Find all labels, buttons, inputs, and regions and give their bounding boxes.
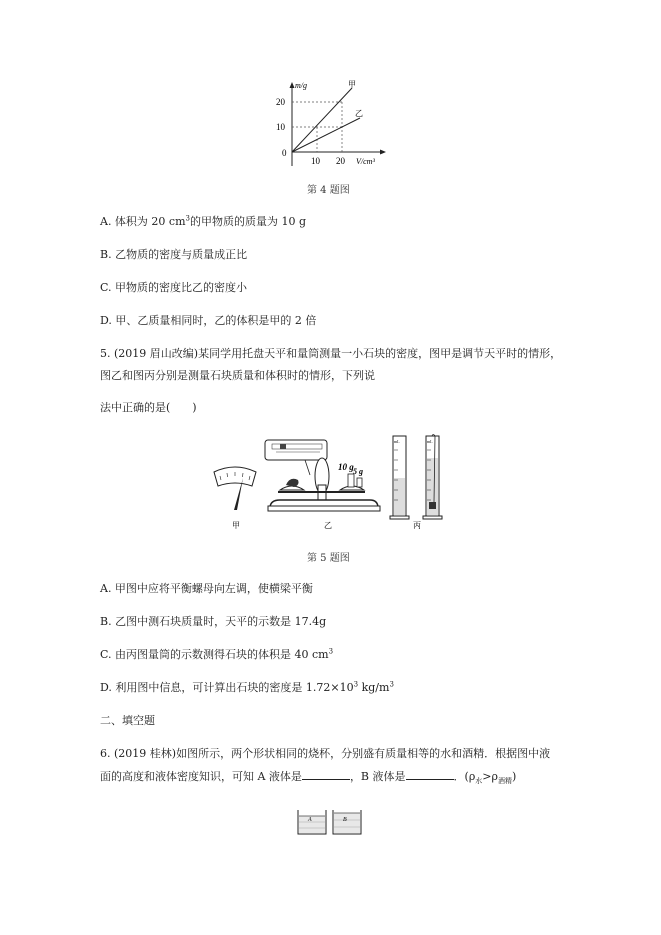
x-tick-20: 20 [336,156,345,166]
q4-option-a: A. 体积为 20 $cm^3$的甲物质的质量为 10 g [100,214,307,228]
q6-line1: 6. (2019 桂林)如图所示，两个形状相同的烧杯，分别盛有质量相等的水和酒精．根据图中液 [100,747,551,760]
beaker-a [298,810,326,834]
q5-option-a: A. 甲图中应将平衡螺母向左调，使横梁平衡 [100,582,313,595]
line-yi [292,118,360,152]
q4-option-b: B. 乙物质的密度与质量成正比 [100,248,248,261]
q5-option-c: C. 由丙图量筒的示数测得石块的体积是 40 $cm^3$ [100,647,334,661]
q6-line2: 面的高度和液体密度知识，可知 A 液体是 ，B 液体是 ．$(\rho_水>\rho_{酒精})$ [100,770,517,786]
x-tick-10: 10 [311,156,320,166]
stone [286,479,299,487]
beaker-a-label: A [308,817,312,823]
beaker-b [333,810,361,834]
figure-4-caption: 第 4 题图 [307,185,350,196]
figure-4-graph [262,78,397,170]
q5-stem-line3: 法中正确的是( ) [100,401,197,414]
scale-callout [265,440,327,460]
x-axis-arrow [380,150,386,155]
cylinders-bing [390,435,442,520]
blank-a[interactable] [302,768,350,780]
q5-option-d: D. 利用图中信息，可计算出石块的密度是 $1.72\times 10^3$ $kg/m^3$ [100,680,394,694]
weight-label-5g: 5 g [353,467,363,476]
x-axis-label: V/cm³ [356,157,375,166]
y-axis-label: m/g [295,81,307,90]
q4-option-c: C. 甲物质的密度比乙的密度小 [100,281,248,294]
y-tick-10: 10 [276,122,285,132]
q5-stem-line1: 5. (2019 眉山改编)某同学用托盘天平和量筒测量一小石块的密度，图甲是调节天平时的情形， [100,347,562,360]
label-yi-5: 乙 [324,521,332,530]
q5-stem-line2: 图乙和图丙分别是测量石块质量和体积时的情形，下列说 [100,369,375,382]
q4-option-d: D. 甲、乙质量相同时，乙的体积是甲的 2 倍 [100,314,317,327]
label-bing-5: 丙 [413,521,421,530]
figure-5-caption: 第 5 题图 [307,553,350,564]
label-jia-5: 甲 [232,521,240,530]
q5-option-b: B. 乙图中测石块质量时，天平的示数是 17.4g [100,615,327,628]
cylinder-unit-1: mL [394,439,400,444]
label-jia: 甲 [348,80,356,89]
figure-5 [210,430,460,530]
weight-5g [357,478,362,487]
cylinder-unit-2: mL [427,439,433,444]
figure-6-beakers [295,808,365,836]
beaker-b-label: B [343,817,347,823]
y-axis-arrow [290,82,295,88]
section-heading: 二、填空题 [100,714,155,727]
origin-label: 0 [282,148,287,158]
weight-label-10g: 10 g [338,462,354,472]
stone-in-cylinder [429,502,436,509]
label-yi: 乙 [355,109,363,118]
balance-yi [265,440,380,511]
blank-b[interactable] [406,768,454,780]
line-jia [292,88,352,152]
dial-jia [214,467,256,510]
y-tick-20: 20 [276,97,285,107]
